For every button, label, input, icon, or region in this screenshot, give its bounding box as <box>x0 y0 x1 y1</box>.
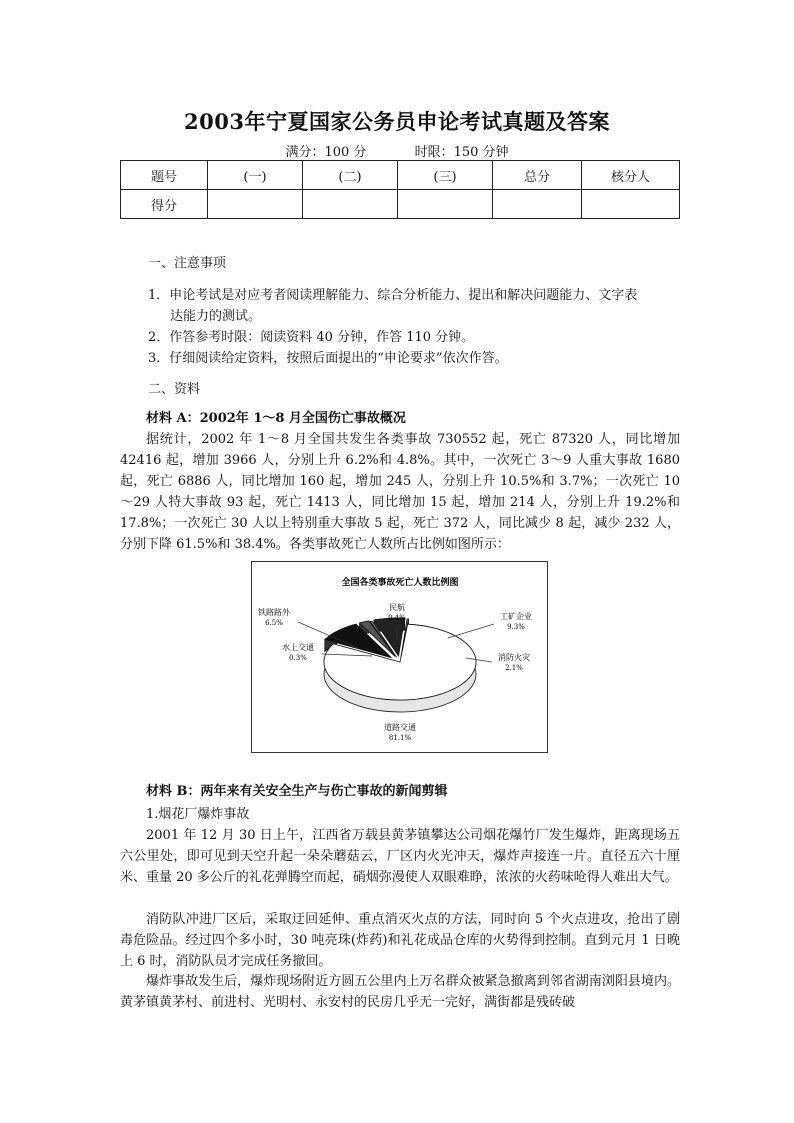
materials-heading: 二、资料 <box>148 382 201 397</box>
notice-item-2 <box>148 327 688 348</box>
notice-item-3-number: 3． <box>148 351 170 366</box>
slice-label-5: 水上交通 <box>282 643 314 652</box>
slice-value-label-5: 0.3% <box>289 654 307 662</box>
notice-item-1-text-cont: 达能力的测试。 <box>170 309 262 324</box>
score-table-header-row <box>121 161 680 190</box>
material-b-paragraph-1: 2001 年 12 月 30 日上午，江西省万载县黄茅镇攀达公司烟花爆竹厂发生爆炸，距离现场五六公里处，即可见到天空升起一朵朵蘑菇云，厂区内火光冲天，爆炸声接连一片。直径五六十厘米、重量 20 多公斤的礼花弹腾空而起，硝烟弥漫使人双眼难睁，浓浓的火药味呛得人难出大气。 <box>120 828 680 885</box>
notice-item-1 <box>148 285 688 327</box>
page-title: 2003年宁夏国家公务员申论考试真题及答案 <box>184 109 610 134</box>
slice-label-4: 铁路路外 <box>258 608 290 617</box>
exam-meta <box>0 141 794 160</box>
score-cell-part-3 <box>398 190 493 219</box>
header-cell-part-3: (三) <box>398 161 493 190</box>
notice-item-2-number: 2． <box>148 330 170 345</box>
material-a-heading: 材料 A：2002年 1～8 月全国伤亡事故概况 <box>146 411 406 426</box>
slice-value-label-1: 9.3% <box>507 623 525 631</box>
header-cell-total: 总分 <box>493 161 582 190</box>
slice-label-1: 工矿企业 <box>500 612 532 621</box>
slice-value-label-4: 6.5% <box>265 619 283 627</box>
material-a-paragraph: 据统计，2002 年 1～8 月全国共发生各类事故 730552 起，死亡 87320 人，同比增加 42416 起，增加 3966 人，分别上升 6.2%和 4.8%。其中，一次死亡 3～9 人重大事故 1680 起，死亡 6886 人，同比增加 160 起，增加 245 人，分别上升 10.5%和 3.7%；一次死亡 10～29 人特大事故 93 起，死亡 1413 人，同比增加 15 起，增加 214 人，分别上升 19.2%和 17.8%；一次死亡 30 人以上特别重大事故 5 起，死亡 372 人，同比减少 8 起，减少 232 人，分别下降 61.5%和 38.4%。各类事故死亡人数所占比例如图所示： <box>120 432 680 552</box>
score-table-score-row <box>121 190 680 219</box>
score-cell-part-1 <box>208 190 303 219</box>
header-cell-reviewer: 核分人 <box>582 161 680 190</box>
notice-item-1-number: 1． <box>148 288 170 303</box>
full-score: 满分：100 分 <box>285 145 367 160</box>
material-b-subheading: 1.烟花厂爆炸事故 <box>146 807 250 822</box>
chart-title: 全国各类事故死亡人数比例图 <box>341 578 459 588</box>
notice-item-3-text: 仔细阅读给定资料，按照后面提出的“申论要求”依次作答。 <box>169 351 508 366</box>
header-cell-part-1: (一) <box>208 161 303 190</box>
score-cell-part-2 <box>303 190 398 219</box>
time-limit: 时限：150 分钟 <box>414 145 509 160</box>
header-cell-part-2: (二) <box>303 161 398 190</box>
score-cell-total <box>493 190 582 219</box>
slice-label-2: 消防火灾 <box>498 653 530 662</box>
slice-value-label-3: 0.4% <box>388 614 406 622</box>
pie-chart <box>251 561 548 753</box>
header-cell-question-no: 题号 <box>121 161 208 190</box>
notice-heading: 一、注意事项 <box>148 256 227 271</box>
slice-label-3: 民航 <box>389 603 405 612</box>
slice-label-0: 道路交通 <box>384 723 416 732</box>
material-b-heading: 材料 B：两年来有关安全生产与伤亡事故的新闻剪辑 <box>146 784 448 799</box>
notice-item-3 <box>148 348 688 369</box>
pie-chart-svg <box>252 562 547 752</box>
notice-item-2-text: 作答参考时限：阅读资料 40 分钟，作答 110 分钟。 <box>169 330 475 345</box>
notice-item-1-text: 申论考试是对应考者阅读理解能力、综合分析能力、提出和解决问题能力、文字表 <box>169 288 638 303</box>
row-label-score: 得分 <box>121 190 208 219</box>
pie-group <box>324 618 476 712</box>
material-b-paragraph-3: 爆炸事故发生后，爆炸现场附近方圆五公里内上万名群众被紧急撤离到邻省湖南浏阳县境内。黄茅镇黄茅村、前进村、光明村、永安村的民房几乎无一完好，满街都是残砖破 <box>120 974 680 1010</box>
score-table <box>120 160 680 219</box>
slice-value-label-2: 2.1% <box>505 664 523 672</box>
score-cell-reviewer <box>582 190 680 219</box>
slice-leader-1 <box>448 624 494 638</box>
slice-value-label-0: 81.1% <box>388 734 412 742</box>
material-b-paragraph-2: 消防队冲进厂区后，采取迂回延伸、重点消灭火点的方法，同时向 5 个火点进攻，抢出了剧毒危险品。经过四个多小时，30 吨亮珠(炸药)和礼花成品仓库的火势得到控制。直到元月 1 日晚上 6 时，消防队员才完成任务撤回。 <box>120 912 680 969</box>
